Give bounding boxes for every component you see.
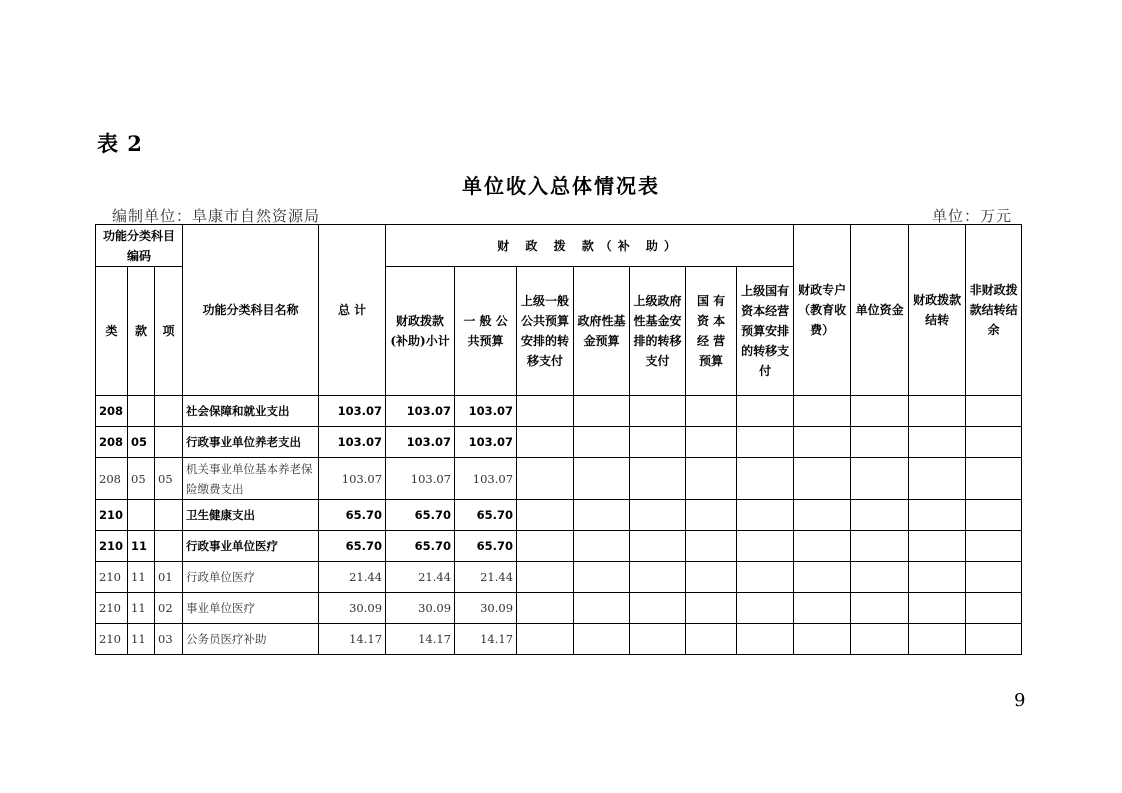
cell-total: 30.09: [319, 593, 386, 624]
cell-general-budget: 103.07: [455, 427, 517, 458]
cell-general-budget: 21.44: [455, 562, 517, 593]
empty-cell: [966, 624, 1022, 655]
empty-cell: [909, 500, 966, 531]
empty-cell: [909, 458, 966, 500]
cell-lei: 210: [96, 531, 128, 562]
cell-lei: 210: [96, 562, 128, 593]
col-header-general-budget: 一 般 公 共预算: [455, 267, 517, 396]
empty-cell: [630, 624, 686, 655]
cell-xiang: 03: [155, 624, 183, 655]
empty-cell: [966, 562, 1022, 593]
cell-name: 公务员医疗补助: [183, 624, 319, 655]
empty-cell: [794, 500, 851, 531]
table-row: [96, 458, 1022, 500]
empty-cell: [517, 458, 574, 500]
empty-cell: [794, 458, 851, 500]
cell-name: 社会保障和就业支出: [183, 396, 319, 427]
table-row: [96, 396, 1022, 427]
cell-lei: 210: [96, 593, 128, 624]
cell-fiscal-subtotal: 30.09: [386, 593, 455, 624]
empty-cell: [909, 562, 966, 593]
empty-cell: [517, 624, 574, 655]
empty-cell: [851, 593, 909, 624]
cell-fiscal-subtotal: 21.44: [386, 562, 455, 593]
cell-lei: 208: [96, 427, 128, 458]
empty-cell: [574, 593, 630, 624]
cell-total: 65.70: [319, 531, 386, 562]
table-row: [96, 593, 1022, 624]
empty-cell: [630, 427, 686, 458]
cell-total: 103.07: [319, 427, 386, 458]
cell-xiang: [155, 396, 183, 427]
empty-cell: [630, 562, 686, 593]
empty-cell: [794, 531, 851, 562]
table-row: [96, 562, 1022, 593]
empty-cell: [737, 500, 794, 531]
cell-name: 行政事业单位养老支出: [183, 427, 319, 458]
empty-cell: [966, 396, 1022, 427]
func-code-group-header: 功能分类科目编码: [96, 225, 183, 267]
cell-kuan: 05: [128, 427, 155, 458]
cell-general-budget: 65.70: [455, 500, 517, 531]
cell-kuan: 11: [128, 593, 155, 624]
table-row: [96, 624, 1022, 655]
cell-xiang: [155, 531, 183, 562]
table-row: [96, 531, 1022, 562]
empty-cell: [909, 624, 966, 655]
col-header-lei: 类: [96, 267, 128, 396]
empty-cell: [686, 500, 737, 531]
col-header-upper-gov-fund-transfer: 上级政府性基金安排的转移支付: [630, 267, 686, 396]
empty-cell: [966, 427, 1022, 458]
empty-cell: [737, 562, 794, 593]
cell-lei: 210: [96, 500, 128, 531]
table-row: [96, 427, 1022, 458]
cell-general-budget: 14.17: [455, 624, 517, 655]
empty-cell: [737, 396, 794, 427]
cell-total: 14.17: [319, 624, 386, 655]
page-title: 单位收入总体情况表: [462, 174, 660, 198]
empty-cell: [574, 458, 630, 500]
col-header-fiscal-carryover: 财政拨款结转: [909, 225, 966, 396]
col-header-gov-fund-budget: 政府性基金预算: [574, 267, 630, 396]
empty-cell: [851, 396, 909, 427]
cell-fiscal-subtotal: 103.07: [386, 396, 455, 427]
col-header-unit-funds: 单位资金: [851, 225, 909, 396]
empty-cell: [966, 531, 1022, 562]
preparing-unit-label: 编制单位：阜康市自然资源局: [112, 207, 321, 225]
table-row: [96, 500, 1022, 531]
empty-cell: [517, 427, 574, 458]
cell-xiang: 01: [155, 562, 183, 593]
empty-cell: [574, 500, 630, 531]
fiscal-group-header: 财 政 拨 款（补 助）: [386, 225, 794, 267]
cell-name: 行政事业单位医疗: [183, 531, 319, 562]
page-number: 9: [1014, 690, 1026, 711]
cell-fiscal-subtotal: 103.07: [386, 458, 455, 500]
col-header-upper-state-capital-transfer: 上级国有资本经营预算安排的转移支付: [737, 267, 794, 396]
empty-cell: [517, 500, 574, 531]
empty-cell: [517, 396, 574, 427]
empty-cell: [686, 593, 737, 624]
empty-cell: [737, 624, 794, 655]
empty-cell: [909, 593, 966, 624]
col-header-fiscal-subtotal: 财政拨款(补助)小计: [386, 267, 455, 396]
cell-xiang: 02: [155, 593, 183, 624]
col-header-state-capital-budget: 国 有 资 本 经 营 预算: [686, 267, 737, 396]
cell-fiscal-subtotal: 65.70: [386, 500, 455, 531]
empty-cell: [630, 396, 686, 427]
cell-general-budget: 65.70: [455, 531, 517, 562]
empty-cell: [794, 562, 851, 593]
empty-cell: [686, 427, 737, 458]
empty-cell: [851, 458, 909, 500]
empty-cell: [630, 531, 686, 562]
cell-kuan: [128, 500, 155, 531]
cell-kuan: 11: [128, 624, 155, 655]
cell-general-budget: 30.09: [455, 593, 517, 624]
cell-kuan: [128, 396, 155, 427]
empty-cell: [574, 396, 630, 427]
cell-name: 事业单位医疗: [183, 593, 319, 624]
empty-cell: [851, 500, 909, 531]
empty-cell: [794, 396, 851, 427]
cell-lei: 208: [96, 458, 128, 500]
cell-total: 65.70: [319, 500, 386, 531]
empty-cell: [794, 427, 851, 458]
empty-cell: [517, 531, 574, 562]
col-header-upper-general-transfer: 上级一般公共预算安排的转移支付: [517, 267, 574, 396]
cell-fiscal-subtotal: 103.07: [386, 427, 455, 458]
cell-total: 103.07: [319, 396, 386, 427]
cell-kuan: 11: [128, 531, 155, 562]
empty-cell: [737, 427, 794, 458]
empty-cell: [851, 531, 909, 562]
empty-cell: [686, 396, 737, 427]
empty-cell: [574, 531, 630, 562]
empty-cell: [686, 458, 737, 500]
col-header-nonfiscal-carryover: 非财政拨款结转结余: [966, 225, 1022, 396]
empty-cell: [574, 427, 630, 458]
cell-xiang: 05: [155, 458, 183, 500]
empty-cell: [574, 562, 630, 593]
empty-cell: [909, 396, 966, 427]
cell-fiscal-subtotal: 65.70: [386, 531, 455, 562]
empty-cell: [630, 458, 686, 500]
empty-cell: [686, 531, 737, 562]
col-header-xiang: 项: [155, 267, 183, 396]
empty-cell: [794, 593, 851, 624]
cell-total: 21.44: [319, 562, 386, 593]
empty-cell: [966, 593, 1022, 624]
empty-cell: [909, 531, 966, 562]
cell-xiang: [155, 427, 183, 458]
empty-cell: [794, 624, 851, 655]
empty-cell: [517, 593, 574, 624]
income-summary-table: [95, 224, 1022, 655]
cell-kuan: 05: [128, 458, 155, 500]
empty-cell: [630, 593, 686, 624]
empty-cell: [851, 562, 909, 593]
cell-name: 机关事业单位基本养老保险缴费支出: [183, 458, 319, 500]
cell-general-budget: 103.07: [455, 396, 517, 427]
table-number-label: 表 2: [97, 131, 143, 156]
empty-cell: [909, 427, 966, 458]
cell-kuan: 11: [128, 562, 155, 593]
col-header-kuan: 款: [128, 267, 155, 396]
empty-cell: [630, 500, 686, 531]
empty-cell: [966, 458, 1022, 500]
empty-cell: [574, 624, 630, 655]
empty-cell: [966, 500, 1022, 531]
cell-xiang: [155, 500, 183, 531]
col-header-name: 功能分类科目名称: [183, 225, 319, 396]
cell-name: 行政单位医疗: [183, 562, 319, 593]
cell-lei: 210: [96, 624, 128, 655]
empty-cell: [737, 458, 794, 500]
empty-cell: [851, 624, 909, 655]
currency-unit-label: 单位：万元: [932, 207, 1013, 225]
header-row-1: [96, 225, 1022, 267]
cell-fiscal-subtotal: 14.17: [386, 624, 455, 655]
cell-lei: 208: [96, 396, 128, 427]
empty-cell: [737, 593, 794, 624]
cell-general-budget: 103.07: [455, 458, 517, 500]
col-header-total: 总 计: [319, 225, 386, 396]
cell-name: 卫生健康支出: [183, 500, 319, 531]
empty-cell: [686, 624, 737, 655]
empty-cell: [851, 427, 909, 458]
col-header-fiscal-special-account: 财政专户（教育收费）: [794, 225, 851, 396]
empty-cell: [686, 562, 737, 593]
empty-cell: [517, 562, 574, 593]
empty-cell: [737, 531, 794, 562]
cell-total: 103.07: [319, 458, 386, 500]
